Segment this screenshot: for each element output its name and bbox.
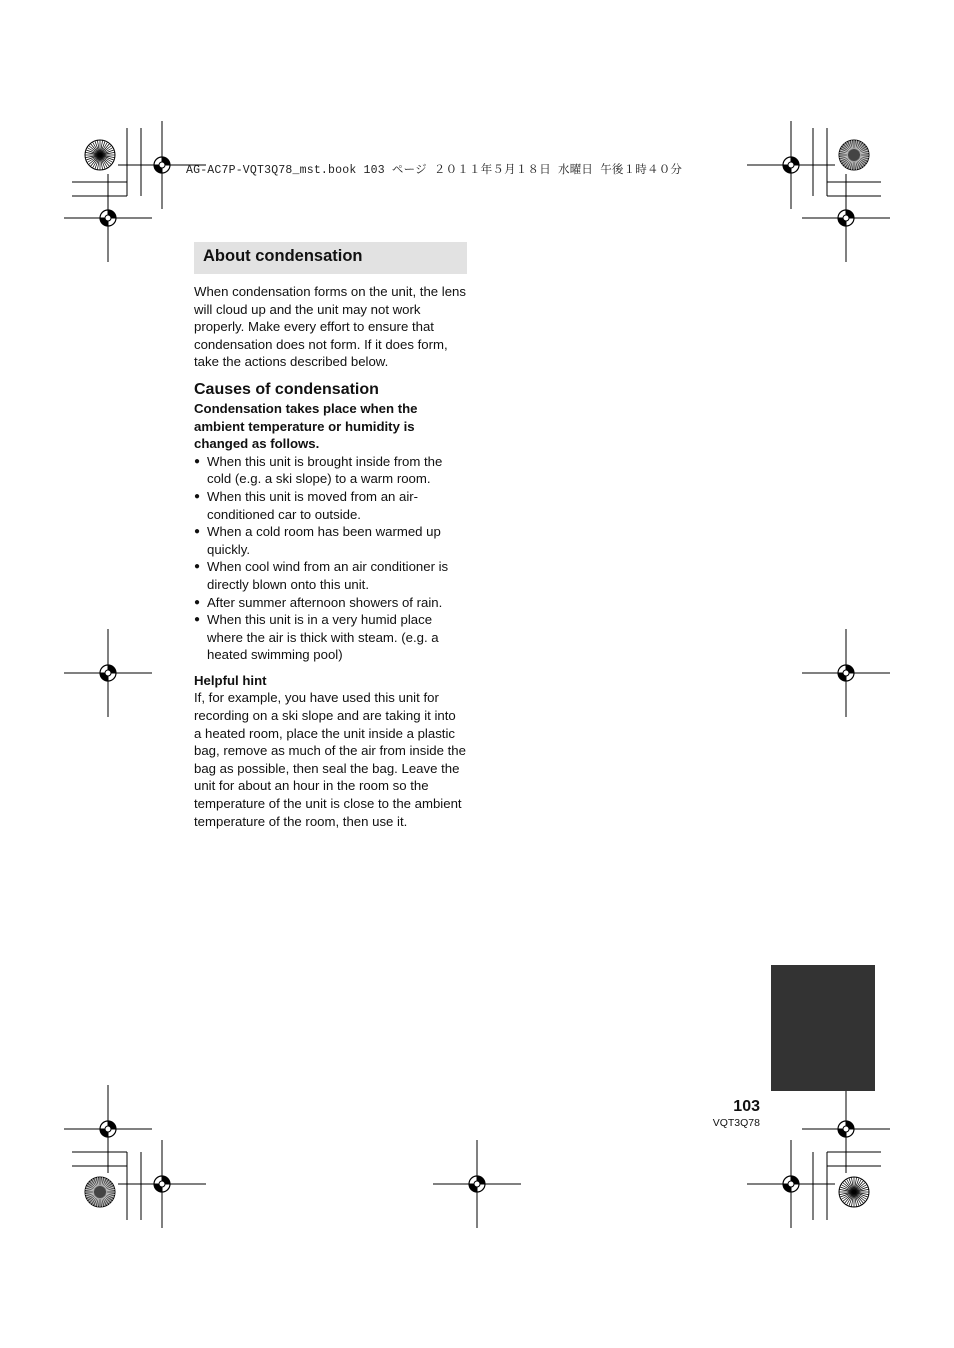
crosshair-mark: [802, 629, 890, 717]
list-item: ● When this unit is in a very humid place where the air is thick with steam. (e.g. a heated swimming pool): [194, 612, 439, 663]
bullet-icon: ●: [194, 526, 201, 538]
starburst-mark: [839, 1177, 869, 1207]
crosshair-mark: [747, 1140, 835, 1228]
intro-paragraph: When condensation forms on the unit, the lens will cloud up and the unit may not work properly. Make every effort to ensure that condensation does not form. If it does form, take the actions described below.: [194, 284, 466, 370]
causes-heading: Causes of condensation: [194, 380, 379, 398]
list-item: ● When this unit is moved from an air-conditioned car to outside.: [194, 488, 419, 522]
list-item: ● After summer afternoon showers of rain.: [194, 594, 443, 610]
causes-lead: Condensation takes place when the ambient temperature or humidity is changed as follows.: [194, 400, 418, 452]
section-body: [194, 283, 466, 830]
list-item: ● When cool wind from an air conditioner is directly blown onto this unit.: [194, 559, 449, 592]
crosshair-mark: [802, 174, 890, 262]
section-heading: [194, 242, 467, 274]
list-item: ● When this unit is brought inside from the cold (e.g. a ski slope) to a warm room.: [194, 453, 443, 487]
starburst-mark: [85, 140, 115, 170]
bullet-icon: ●: [194, 614, 201, 626]
crosshair-mark: [433, 1140, 521, 1228]
bullet-icon: ●: [194, 455, 201, 467]
starburst-mark: [839, 140, 869, 170]
crosshair-mark: [64, 629, 152, 717]
hint-title: Helpful hint: [194, 672, 267, 688]
bullet-icon: ●: [194, 596, 201, 608]
crosshair-mark: [118, 1140, 206, 1228]
bullet-icon: ●: [194, 561, 201, 573]
crosshair-mark: [64, 1085, 152, 1173]
starburst-mark: [85, 1177, 115, 1207]
crosshair-mark: [64, 174, 152, 262]
section-title: About condensation: [203, 247, 363, 265]
list-item: ● When a cold room has been warmed up quickly.: [194, 524, 441, 557]
print-header: AG-AC7P-VQT3Q78_mst.book 103 ページ ２０１１年５月１８日 水曜日 午後１時４０分: [186, 164, 683, 177]
causes-list: [194, 453, 466, 664]
page-number: 103: [733, 1098, 760, 1115]
bullet-icon: ●: [194, 490, 201, 502]
hint-paragraph: If, for example, you have used this unit for recording on a ski slope and are taking it into a heated room, place the unit inside a plastic bag, remove as much of the air from inside the bag as possible, then seal the bag. Leave the unit for about an hour in the room so the temperature of the unit is close to the ambient temperature of the room, then use it.: [194, 690, 466, 829]
crosshair-mark: [747, 121, 835, 209]
crosshair-mark: [802, 1085, 890, 1173]
chapter-tab: [771, 965, 875, 1091]
doc-code: VQT3Q78: [712, 1117, 760, 1129]
